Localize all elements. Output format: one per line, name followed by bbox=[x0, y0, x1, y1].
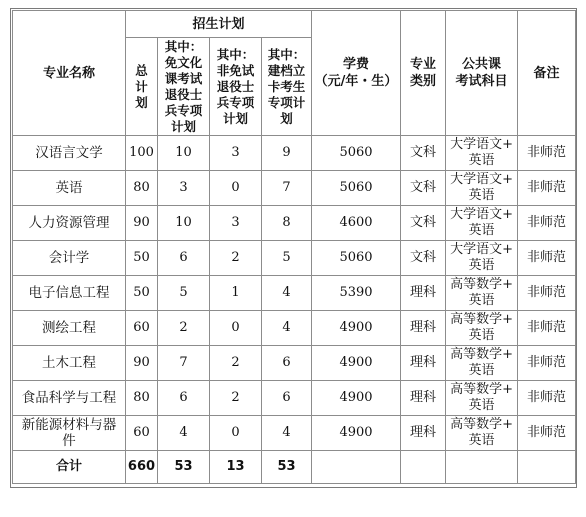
total-sub2-sum: 13 bbox=[210, 451, 262, 484]
cell-total-plan: 60 bbox=[126, 416, 158, 451]
table-row bbox=[13, 136, 576, 171]
cell-total-plan: 100 bbox=[126, 136, 158, 171]
cell-sub-plan-1: 10 bbox=[158, 136, 210, 171]
cell-sub-plan-3: 6 bbox=[262, 381, 312, 416]
cell-sub-plan-2: 2 bbox=[210, 241, 262, 276]
cell-sub-plan-1: 7 bbox=[158, 346, 210, 381]
cell-remark: 非师范 bbox=[518, 241, 576, 276]
cell-sub-plan-3: 4 bbox=[262, 311, 312, 346]
cell-category: 理科 bbox=[401, 276, 446, 311]
cell-category: 文科 bbox=[401, 241, 446, 276]
cell-category: 理科 bbox=[401, 381, 446, 416]
cell-sub-plan-3: 9 bbox=[262, 136, 312, 171]
cell-remark: 非师范 bbox=[518, 346, 576, 381]
cell-tuition: 4600 bbox=[312, 206, 401, 241]
total-plan-sum: 660 bbox=[126, 451, 158, 484]
cell-sub-plan-1: 5 bbox=[158, 276, 210, 311]
cell-category: 文科 bbox=[401, 171, 446, 206]
cell-subjects: 大学语文+ 英语 bbox=[446, 206, 518, 241]
cell-tuition: 5060 bbox=[312, 241, 401, 276]
header-subjects: 公共课 考试科目 bbox=[446, 11, 518, 136]
header-sub-plan-3: 其中： 建档立 卡考生 专项计 划 bbox=[262, 38, 312, 136]
cell-tuition: 4900 bbox=[312, 381, 401, 416]
table-row bbox=[13, 381, 576, 416]
cell-major: 会计学 bbox=[13, 241, 126, 276]
cell-category: 文科 bbox=[401, 136, 446, 171]
cell-sub-plan-1: 3 bbox=[158, 171, 210, 206]
cell-major: 食品科学与工程 bbox=[13, 381, 126, 416]
header-category: 专业 类别 bbox=[401, 11, 446, 136]
cell-major: 汉语言文学 bbox=[13, 136, 126, 171]
header-plan-group: 招生计划 bbox=[126, 11, 312, 38]
cell-remark: 非师范 bbox=[518, 136, 576, 171]
table-row bbox=[13, 206, 576, 241]
cell-subjects: 大学语文+ 英语 bbox=[446, 136, 518, 171]
cell-subjects: 高等数学+ 英语 bbox=[446, 346, 518, 381]
header-remark: 备注 bbox=[518, 11, 576, 136]
cell-sub-plan-2: 3 bbox=[210, 136, 262, 171]
cell-category: 理科 bbox=[401, 311, 446, 346]
total-empty-tuition bbox=[312, 451, 401, 484]
table-row bbox=[13, 171, 576, 206]
cell-tuition: 5060 bbox=[312, 136, 401, 171]
cell-tuition: 4900 bbox=[312, 416, 401, 451]
cell-category: 文科 bbox=[401, 206, 446, 241]
cell-major: 土木工程 bbox=[13, 346, 126, 381]
cell-subjects: 高等数学+ 英语 bbox=[446, 276, 518, 311]
cell-total-plan: 50 bbox=[126, 241, 158, 276]
cell-sub-plan-1: 10 bbox=[158, 206, 210, 241]
cell-remark: 非师范 bbox=[518, 311, 576, 346]
total-empty-remark bbox=[518, 451, 576, 484]
total-empty-subjects bbox=[446, 451, 518, 484]
cell-sub-plan-3: 5 bbox=[262, 241, 312, 276]
cell-sub-plan-1: 4 bbox=[158, 416, 210, 451]
cell-sub-plan-1: 2 bbox=[158, 311, 210, 346]
cell-sub-plan-3: 4 bbox=[262, 416, 312, 451]
table-row bbox=[13, 311, 576, 346]
total-row bbox=[13, 451, 576, 484]
cell-subjects: 大学语文+ 英语 bbox=[446, 171, 518, 206]
cell-tuition: 4900 bbox=[312, 346, 401, 381]
cell-sub-plan-3: 7 bbox=[262, 171, 312, 206]
cell-sub-plan-2: 3 bbox=[210, 206, 262, 241]
table-row bbox=[13, 416, 576, 451]
cell-category: 理科 bbox=[401, 346, 446, 381]
cell-tuition: 5390 bbox=[312, 276, 401, 311]
cell-major: 人力资源管理 bbox=[13, 206, 126, 241]
cell-category: 理科 bbox=[401, 416, 446, 451]
cell-sub-plan-2: 0 bbox=[210, 311, 262, 346]
cell-remark: 非师范 bbox=[518, 381, 576, 416]
cell-remark: 非师范 bbox=[518, 171, 576, 206]
header-tuition: 学费 （元/年・生） bbox=[312, 11, 401, 136]
cell-total-plan: 50 bbox=[126, 276, 158, 311]
cell-major: 新能源材料与器 件 bbox=[13, 416, 126, 451]
cell-sub-plan-1: 6 bbox=[158, 381, 210, 416]
cell-total-plan: 60 bbox=[126, 311, 158, 346]
cell-sub-plan-2: 2 bbox=[210, 381, 262, 416]
cell-subjects: 高等数学+ 英语 bbox=[446, 311, 518, 346]
cell-major: 电子信息工程 bbox=[13, 276, 126, 311]
cell-total-plan: 80 bbox=[126, 381, 158, 416]
cell-sub-plan-1: 6 bbox=[158, 241, 210, 276]
cell-total-plan: 90 bbox=[126, 206, 158, 241]
cell-total-plan: 90 bbox=[126, 346, 158, 381]
cell-subjects: 高等数学+ 英语 bbox=[446, 416, 518, 451]
cell-remark: 非师范 bbox=[518, 276, 576, 311]
table-row bbox=[13, 276, 576, 311]
cell-subjects: 大学语文+ 英语 bbox=[446, 241, 518, 276]
cell-sub-plan-3: 4 bbox=[262, 276, 312, 311]
cell-sub-plan-3: 8 bbox=[262, 206, 312, 241]
cell-major: 测绘工程 bbox=[13, 311, 126, 346]
total-sub3-sum: 53 bbox=[262, 451, 312, 484]
cell-remark: 非师范 bbox=[518, 416, 576, 451]
cell-sub-plan-2: 1 bbox=[210, 276, 262, 311]
cell-total-plan: 80 bbox=[126, 171, 158, 206]
header-major: 专业名称 bbox=[13, 11, 126, 136]
total-sub1-sum: 53 bbox=[158, 451, 210, 484]
table-row bbox=[13, 346, 576, 381]
cell-major: 英语 bbox=[13, 171, 126, 206]
header-row-top bbox=[13, 11, 576, 38]
cell-tuition: 4900 bbox=[312, 311, 401, 346]
cell-remark: 非师范 bbox=[518, 206, 576, 241]
total-empty-category bbox=[401, 451, 446, 484]
header-sub-plan-1: 其中： 免文化 课考试 退役士 兵专项 计划 bbox=[158, 38, 210, 136]
cell-sub-plan-2: 0 bbox=[210, 171, 262, 206]
header-total-plan: 总 计 划 bbox=[126, 38, 158, 136]
cell-subjects: 高等数学+ 英语 bbox=[446, 381, 518, 416]
cell-sub-plan-3: 6 bbox=[262, 346, 312, 381]
table-row bbox=[13, 241, 576, 276]
total-label: 合计 bbox=[13, 451, 126, 484]
enrollment-plan-table bbox=[12, 10, 576, 484]
header-sub-plan-2: 其中： 非免试 退役士 兵专项 计划 bbox=[210, 38, 262, 136]
cell-sub-plan-2: 0 bbox=[210, 416, 262, 451]
cell-sub-plan-2: 2 bbox=[210, 346, 262, 381]
cell-tuition: 5060 bbox=[312, 171, 401, 206]
